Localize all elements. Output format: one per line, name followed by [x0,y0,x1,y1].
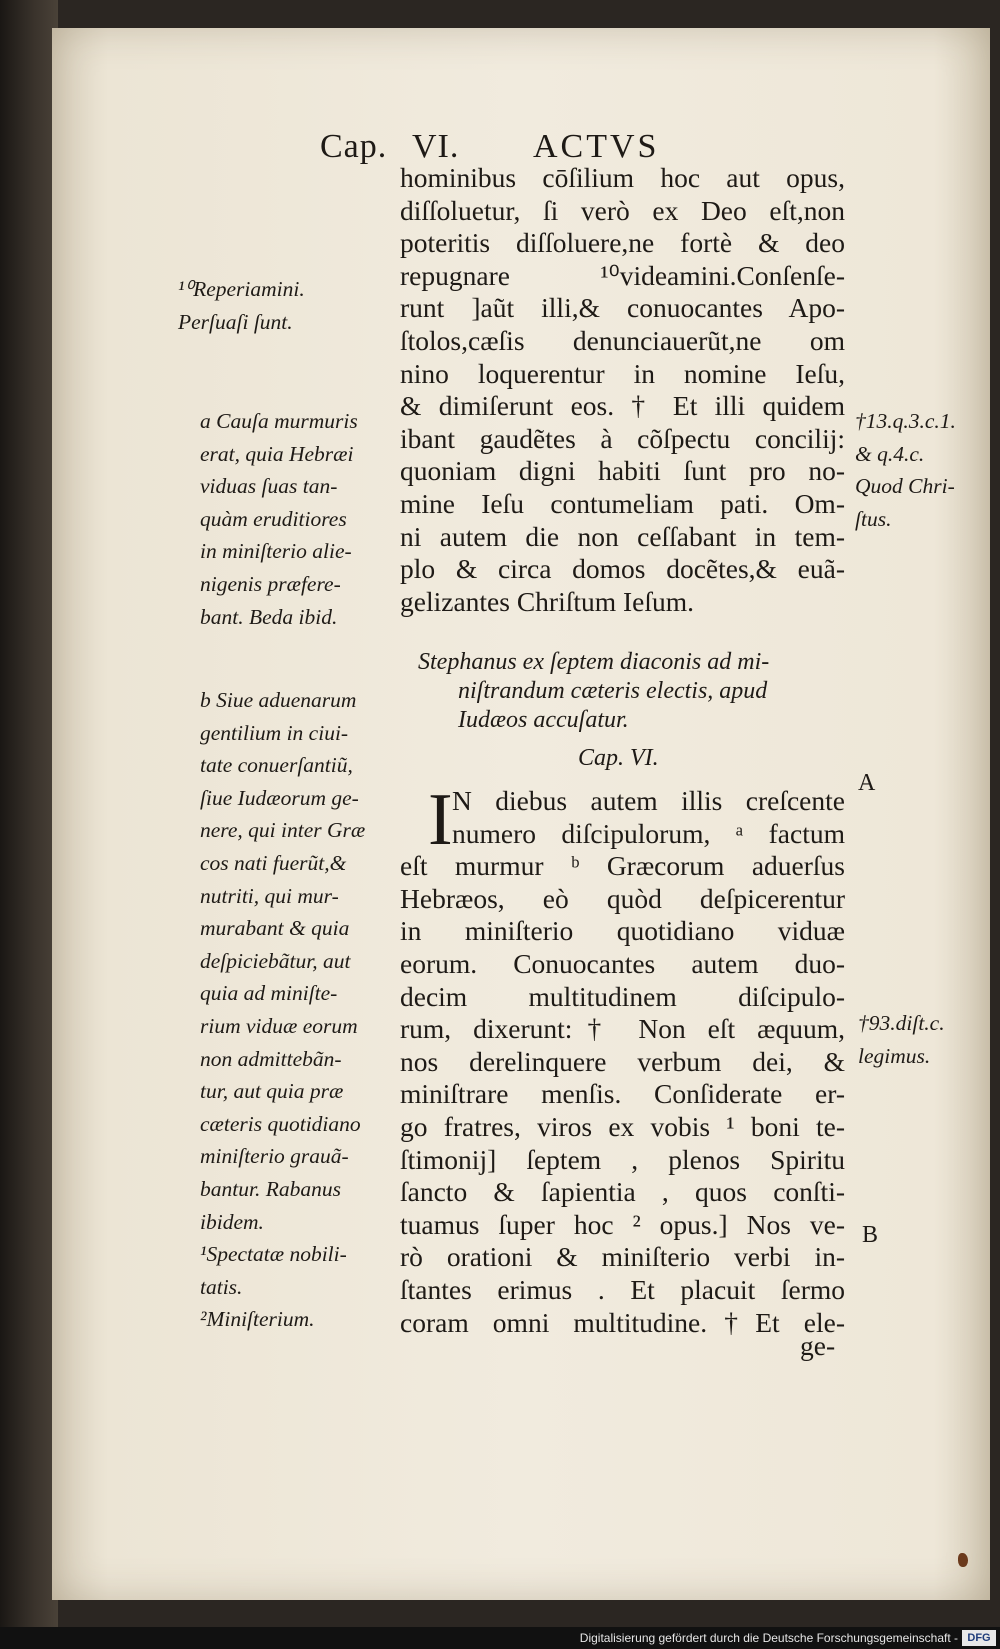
text-line: ſancto & ſapientia , quos conſti- [400,1176,845,1208]
text-line: repugnare ¹⁰videamini.Conſenſe- [400,259,845,291]
text-line: nino loquerentur in nomine Ieſu, [400,357,845,389]
reference-line: Quod Chri- [855,474,955,499]
text-line: tuamus ſuper hoc ² opus.] Nos ve- [400,1208,845,1240]
gloss-line: cos nati fuerũt,& [200,850,347,875]
gloss-line: ibidem. [200,1209,264,1234]
text-line: diſſoluetur, ſi verò ex Deo eſt,non [400,194,845,226]
gloss-line: Perſuaſi ſunt. [178,309,293,334]
gloss-line: ſiue Iudæorum ge- [200,785,359,810]
gloss-b [200,684,418,1336]
text-line: decim multitudinem diſcipulo- [400,980,845,1012]
gloss-line: in miniſterio alie- [200,539,352,564]
gloss-a [200,405,418,633]
text-line: quoniam digni habiti ſunt pro no- [400,455,845,487]
gloss-line: viduas ſuas tan- [200,474,338,499]
stain-mark [958,1553,968,1567]
gloss-line: bant. Beda ibid. [200,604,338,629]
margin-reference-1 [855,405,995,535]
text-line: N diebus autem illis creſcente [452,785,845,816]
text-line: Hebræos, eò quòd deſpicerentur [400,882,845,914]
text-line: nos derelinquere verbum dei, & [400,1045,845,1077]
gloss-line: nere, qui inter Græ [200,818,366,843]
summary-line: Stephanus ex ſeptem diaconis ad mi- [418,649,770,675]
margin-reference-2 [858,1007,998,1072]
text-line: in miniſterio quotidiano viduæ [400,915,845,947]
text-line: coram omni multitudine.†Et ele- [400,1306,845,1338]
text-line: go fratres, viros ex vobis ¹ boni te- [400,1110,845,1142]
reference-line: †93.diſt.c. [858,1011,945,1035]
text-line: eſt murmur ᵇ Græcorum aduerſus [400,850,845,882]
text-line: ſtantes erimus . Et placuit ſermo [400,1273,845,1305]
text-line: gelizantes Chriſtum Ieſum. [400,585,695,617]
section-marker-a: A [858,770,876,796]
reference-line: †13.q.3.c.1. [855,409,956,433]
text-line: plo & circa domos docẽtes,& euã- [400,553,845,585]
text-line: & dimiſerunt eos. † Et illi quidem [400,390,845,422]
gloss-line: erat, quia Hebræi [200,441,354,466]
text-line: ſtolos,cæſis denunciauerũt,ne om [400,324,845,356]
running-head-cap: Cap. [320,128,388,165]
gloss-line: tate conuerſantiũ, [200,753,353,778]
section-marker-b: B [862,1222,879,1248]
text-line: poteritis diſſoluere,ne fortè & deo [400,227,845,259]
running-head-title: ACTVS [533,128,660,165]
gloss-line: non admittebãn- [200,1046,342,1071]
text-line: ibant gaudẽtes à cõſpectu concilij: [400,422,845,454]
gloss-line: b Siue aduenarum [200,688,357,712]
gloss-line: quàm eruditiores [200,506,347,531]
text-line: miniſtrare menſis. Conſiderate er- [400,1078,845,1110]
running-head-number: VI. [412,128,460,165]
footer-bar [0,1627,1000,1649]
catchword: ge- [800,1330,836,1361]
dfg-logo: DFG [962,1630,996,1646]
summary-line: Iudæos accuſatur. [458,707,629,733]
gloss-line: bantur. Rabanus [200,1176,341,1201]
gloss-line: murabant & quia [200,916,350,941]
gloss-line: deſpiciebãtur, aut [200,948,351,973]
text-line: ſtimonij] ſeptem , plenos Spiritu [400,1143,845,1175]
text-line: rum, dixerunt:† Non eſt æquum, [400,1013,845,1045]
text-line: rò orationi & miniſterio verbi in- [400,1241,845,1273]
gloss-line: nutriti, qui mur- [200,883,339,908]
text-line: eorum. Conuocantes autem duo- [400,947,845,979]
gloss-line: quia ad miniſte- [200,981,338,1006]
main-text-bottom [400,779,845,1339]
reference-line: & q.4.c. [855,441,925,466]
reference-line: legimus. [858,1043,931,1068]
text-line: mine Ieſu contumeliam pati. Om- [400,487,845,519]
gloss-line: miniſterio grauã- [200,1144,349,1169]
drop-capital: I [428,779,453,861]
gloss-line: nigenis præfere- [200,571,341,596]
main-text-top [400,162,845,618]
text-line: hominibus cōſilium hoc aut opus, [400,162,845,193]
gloss-line: tur, aut quia præ [200,1079,344,1104]
text-line: runt ]aũt illi,& conuocantes Apo- [400,292,845,324]
gloss-line: ²Miniſterium. [200,1307,315,1332]
gloss-line: cæteris quotidiano [200,1111,361,1136]
reference-line: ſtus. [855,506,892,531]
text-line: numero diſcipulorum, ᵃ factum [452,817,845,849]
gloss-line: rium viduæ eorum [200,1013,358,1038]
gloss-line: ¹⁰Reperiamini. [178,277,305,301]
section-summary [418,648,858,735]
book-spine [0,0,58,1649]
gloss-line: tatis. [200,1274,243,1299]
chapter-heading: Cap. VI. [578,745,659,771]
gloss-line: gentilium in ciui- [200,720,349,745]
gloss-line: a Cauſa murmuris [200,409,358,433]
footer-credit: Digitalisierung gefördert durch die Deutsche Forschungsgemeinschaft - [579,1631,958,1645]
gloss-top [178,273,396,338]
text-line: ni autem die non ceſſabant in tem- [400,520,845,552]
summary-line: niſtrandum cæteris electis, apud [458,678,768,704]
gloss-line: ¹Spectatæ nobili- [200,1242,347,1267]
